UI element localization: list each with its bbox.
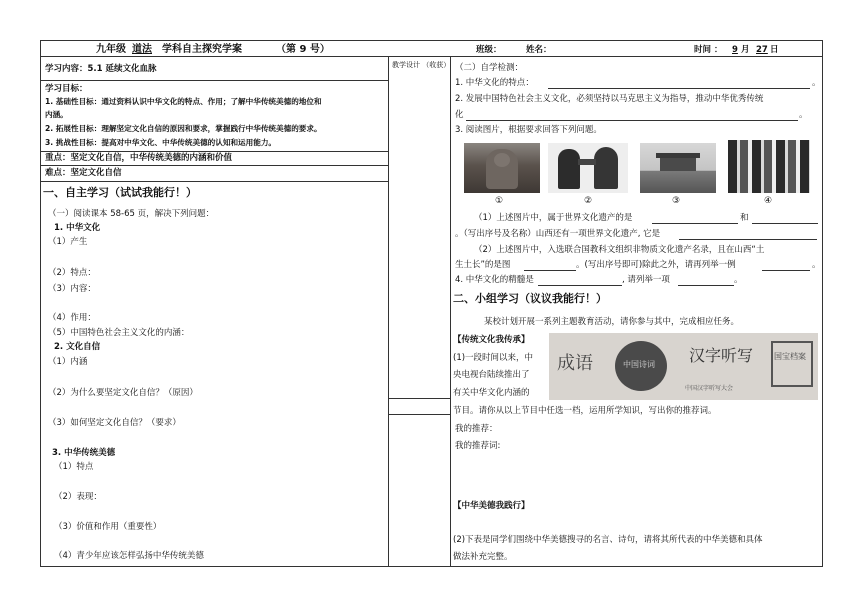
caption-1: ①: [495, 196, 504, 206]
mid-line-2: [388, 414, 450, 415]
question-meaning: （1）内涵: [48, 357, 88, 367]
class-label: 班级：: [476, 45, 502, 55]
answer-blank-develop[interactable]: [466, 111, 798, 121]
photo-ancient-city: [640, 143, 716, 193]
activity-intro: 某校计划开展一系列主题教育活动，请你参与其中，完成相应任务。: [484, 317, 740, 327]
question-features: （2）特点：: [48, 268, 96, 278]
papercut-link: [578, 159, 596, 165]
photo-opera-masks: [728, 140, 810, 193]
goal-2: 2. 拓展性目标：理解坚定文化自信的原因和要求，掌握践行中华传统美德的要求。: [45, 124, 322, 133]
time-label: 时间 ：: [694, 45, 723, 55]
month-unit: 月: [741, 45, 750, 55]
tag-traditional-culture: 【传统文化我传承】: [453, 335, 530, 345]
left-border: [40, 40, 41, 567]
task1-line2: 央电视台陆续推出了: [453, 370, 530, 380]
header-bottom-border: [40, 56, 822, 57]
question-virtue-features: （1）特点: [54, 462, 94, 472]
answer-blank-essence[interactable]: [538, 276, 622, 286]
answer-blank-shanxi-heritage[interactable]: [679, 230, 817, 240]
study-content: 学习内容：5.1 延续文化血脉: [45, 64, 157, 74]
buddha-head-shape: [494, 153, 510, 167]
caption-3: ③: [672, 196, 681, 206]
question-socialist-culture: （5）中国特色社会主义文化的内涵：: [48, 328, 190, 338]
row-line-content: [40, 80, 388, 81]
task1-line3: 有关中华文化内涵的: [453, 388, 530, 398]
tag-practice-virtues: 【中华美德我践行】: [453, 501, 530, 511]
logo-poetry-text: 中国诗词: [623, 360, 655, 369]
heading-chinese-culture: 1. 中华文化: [54, 223, 101, 233]
day-value: 27: [756, 45, 768, 55]
month-value: 9: [732, 45, 738, 55]
logo-dictation-sub: 中国汉字听写大会: [685, 385, 734, 392]
answer-blank-intangible[interactable]: [524, 261, 576, 271]
logo-treasure-text: 国宝档案: [774, 352, 806, 361]
task1-line1: (1)一段时间以来，中: [453, 353, 534, 363]
check-q2-end: 。: [799, 110, 808, 120]
papercut-figure-left: [558, 149, 580, 189]
col-divider-2: [450, 56, 451, 567]
picture-q1-and: 和: [740, 213, 749, 223]
question-how-confidence: （3）如何坚定文化自信？（要求）: [48, 418, 181, 428]
answer-blank-heritage-2[interactable]: [752, 214, 818, 224]
issue-number: （第 9 号）: [276, 44, 330, 55]
sheet-title: 学科自主探究学案: [162, 44, 242, 55]
question-virtue-expression: （2）表现：: [54, 492, 102, 502]
col-divider-1: [388, 56, 389, 567]
goals-title: 学习目标：: [45, 84, 88, 94]
recommend-words-label: 我的推荐词:: [455, 441, 501, 451]
goal-1: 1. 基础性目标：通过资料认识中华文化的特点、作用；了解中华传统美德的地位和: [45, 97, 322, 106]
subject-text: 道法: [132, 44, 152, 55]
picture-q1-line2: 。（写出序号及名称）山西还有一项世界文化遗产, 它是: [455, 229, 661, 239]
papercut-figure-right: [594, 147, 618, 189]
right-border: [822, 40, 823, 567]
question-content: （3）内容：: [48, 284, 96, 294]
check-q4: 4. 中华文化的精髓是: [455, 275, 534, 285]
check-q4-end: 。: [734, 275, 743, 285]
bottom-border: [40, 566, 822, 567]
check-q1: 1. 中华文化的特点：: [455, 78, 534, 88]
check-q1-end: 。: [812, 78, 821, 88]
city-roof-shape: [656, 153, 700, 158]
caption-2: ②: [584, 196, 593, 206]
design-label: 教学设计 （收获）: [392, 61, 451, 69]
question-function: （4）作用：: [48, 313, 96, 323]
task2-line2: 做法补充完整。: [453, 552, 513, 562]
answer-blank-example-2[interactable]: [678, 276, 734, 286]
caption-4: ④: [764, 196, 773, 206]
row-line-difficult: [40, 181, 388, 182]
tv-program-logos-image: [549, 333, 818, 400]
picture-q2-line2b: 。(写出序号即可)除此之外，请再列举一例: [576, 260, 736, 270]
task1-line4: 节目。请你从以上节目中任选一档，运用所学知识，写出你的推荐词。: [453, 406, 717, 416]
section-group-study-title: 二、小组学习（议议我能行！）: [453, 292, 607, 305]
question-why-confidence: （2）为什么要坚定文化自信？（原因）: [48, 388, 198, 398]
name-label: 姓名：: [526, 45, 552, 55]
question-virtue-value: （3）价值和作用（重要性）: [54, 522, 162, 532]
key-point: 重点：坚定文化自信，中华传统美德的内涵和价值: [45, 153, 233, 163]
picture-q2-end: 。: [812, 260, 821, 270]
self-check-title: （二）自学检测：: [455, 63, 524, 73]
check-q2-line2: 化: [455, 110, 464, 120]
check-q3: 3. 阅读图片，根据要求回答下列问题。: [455, 125, 602, 135]
photo-paper-cut: [548, 143, 628, 193]
day-unit: 日: [770, 45, 779, 55]
read-instruction: （一）阅读课本 58-65 页，解决下列问题：: [48, 209, 215, 219]
question-origin: （1）产生: [48, 237, 88, 247]
city-tower-shape: [660, 157, 696, 171]
photo-grottoes: [464, 143, 540, 193]
goal-3: 3. 挑战性目标：提高对中华文化、中华传统美德的认知和运用能力。: [45, 138, 277, 147]
heading-cultural-confidence: 2. 文化自信: [54, 342, 101, 352]
picture-q2-line1: （2）上述图片中，入选联合国教科文组织非物质文化遗产名录，且在山西“土: [474, 245, 765, 255]
mid-line-1: [388, 398, 450, 399]
answer-blank-example[interactable]: [762, 261, 810, 271]
picture-q2-line2: 生土长”的是图: [455, 260, 511, 270]
logo-treasure-box: [771, 341, 813, 387]
recommend-label: 我的推荐：: [455, 424, 498, 434]
task2-line1: (2)下表是同学们围绕中华美德搜寻的名言、诗句，请将其所代表的中华美德和具体: [453, 535, 763, 545]
row-line-key: [40, 165, 388, 166]
answer-blank-heritage-1[interactable]: [652, 214, 738, 224]
answer-blank-features[interactable]: [548, 79, 810, 89]
row-line-goals: [40, 151, 388, 152]
grade-text: 九年级: [96, 44, 126, 55]
picture-q1-line1: （1）上述图片中，属于世界文化遗产的是: [474, 213, 633, 223]
goal-1b: 内涵。: [45, 110, 68, 119]
difficult-point: 难点：坚定文化自信: [45, 168, 122, 178]
question-virtue-youth: （4）青少年应该怎样弘扬中华传统美德: [54, 551, 204, 561]
heading-traditional-virtues: 3. 中华传统美德: [52, 448, 116, 458]
check-q4b: , 请列举一项: [622, 275, 670, 285]
top-border: [40, 40, 822, 41]
logo-dictation-text: 汉字听写: [689, 346, 754, 365]
check-q2-line1: 2. 发展中国特色社会主义文化，必须坚持以马克思主义为指导，推动中华优秀传统: [455, 94, 764, 104]
section-self-study-title: 一、自主学习（试试我能行！）: [43, 186, 197, 199]
logo-idiom-text: 成语: [557, 353, 593, 374]
